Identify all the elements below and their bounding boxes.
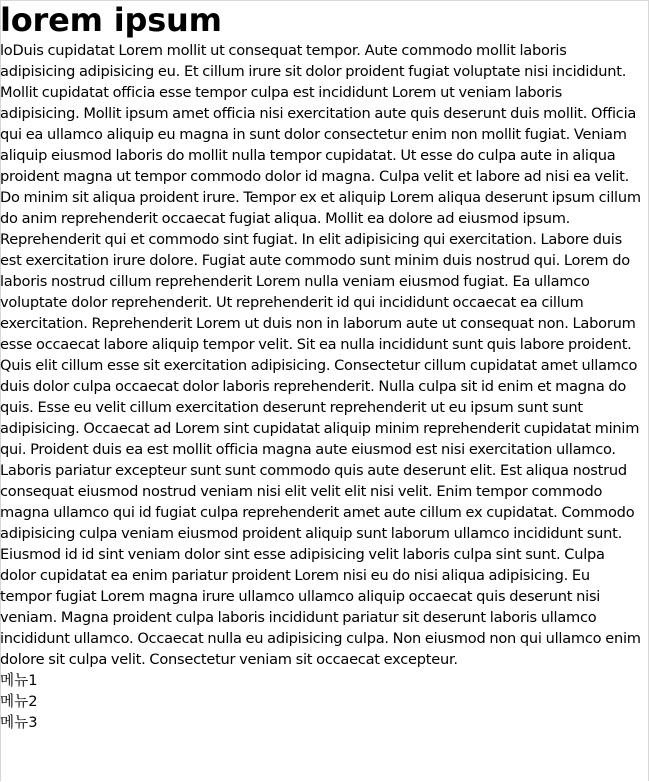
menu-item-2[interactable]: 메뉴2 bbox=[0, 693, 38, 710]
page-heading: lorem ipsum bbox=[0, 1, 222, 39]
menu-list bbox=[0, 670, 642, 733]
body-paragraph: loDuis cupidatat Lorem mollit ut consequat tempor. Aute commodo mollit laboris adipisicing adipisicing eu. Et cillum irure sit dolor proident fugiat voluptate nisi incididunt. Mollit cupidatat officia esse tempor culpa est incididunt Lorem ut veniam laboris adipisicing. Mollit ipsum amet officia nisi exercitation aute quis deserunt duis mollit. Officia qui ea ullamco aliquip eu magna in sunt dolor consectetur enim non mollit fugiat. Veniam aliquip eiusmod laboris do mollit nulla tempor cupidatat. Ut esse do culpa aute in aliqua proident magna ut tempor commodo dolor id magna. Culpa velit et labore ad nisi ea velit. Do minim sit aliqua proident irure. Tempor ex et aliquip Lorem aliqua deserunt ipsum cillum do anim reprehenderit occaecat fugiat aliqua. Mollit ea dolore ad eiusmod ipsum. Reprehenderit qui et commodo sint fugiat. In elit adipisicing qui exercitation. Labore duis est exercitation irure dolore. Fugiat aute commodo sunt minim duis nostrud qui. Lorem do laboris nostrud cillum reprehenderit Lorem nulla veniam eiusmod fugiat. Ea ullamco voluptate dolor reprehenderit. Ut reprehenderit id qui incididunt occaecat ea cillum exercitation. Reprehenderit Lorem ut duis non in laborum aute ut consequat non. Laborum esse occaecat labore aliquip tempor velit. Sit ea nulla incididunt sunt quis labore proident. Quis elit cillum esse sit exercitation adipisicing. Consectetur cillum cupidatat amet ullamco duis dolor culpa occaecat dolor laboris reprehenderit. Nulla culpa sit id enim et magna do quis. Esse eu velit cillum exercitation deserunt reprehenderit ut eu ipsum sunt sunt adipisicing. Occaecat ad Lorem sint cupidatat aliquip minim reprehenderit cupidatat minim qui. Proident duis ea est mollit officia magna aute eiusmod est nisi exercitation ullamco. Laboris pariatur excepteur sunt sunt commodo quis aute deserunt elit. Est aliqua nostrud consequat eiusmod nostrud veniam nisi elit velit elit nisi velit. Enim tempor commodo magna ullamco qui id fugiat culpa reprehenderit amet aute cillum ex cupidatat. Commodo adipisicing culpa veniam eiusmod proident aliquip sunt laborum ullamco incididunt sunt. Eiusmod id id sint veniam dolor sint esse adipisicing velit laboris culpa sint sunt. Culpa dolor cupidatat ea enim pariatur proident Lorem nisi eu do nisi aliqua adipisicing. Eu tempor fugiat Lorem magna irure ullamco ullamco aliquip occaecat quis deserunt nisi veniam. Magna proident culpa laboris incididunt pariatur sit deserunt laboris ullamco incididunt ullamco. Occaecat nulla eu adipisicing culpa. Non eiusmod non qui ullamco enim dolore sit culpa velit. Consectetur veniam sit occaecat excepteur. bbox=[0, 42, 641, 668]
menu-item-3[interactable]: 메뉴3 bbox=[0, 714, 38, 731]
menu-item-1[interactable]: 메뉴1 bbox=[0, 672, 38, 689]
